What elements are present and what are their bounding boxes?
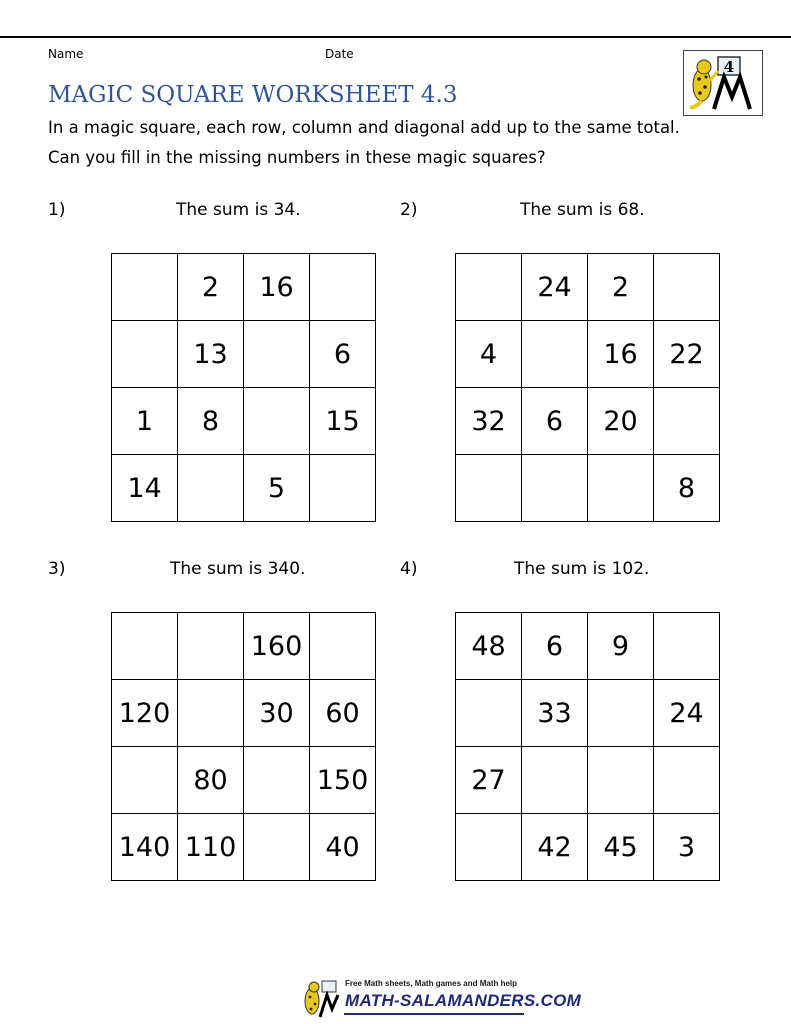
footer-underline — [344, 1013, 524, 1015]
grid-cell-blank[interactable] — [522, 455, 588, 522]
grid-cell-blank[interactable] — [456, 680, 522, 747]
grid-cell-blank[interactable] — [456, 814, 522, 881]
grid-row — [456, 455, 720, 522]
grid-cell-number: 4 — [456, 321, 522, 388]
problem-3-sum: The sum is 340. — [170, 559, 306, 579]
top-rule — [0, 36, 791, 38]
salamander-logo-icon — [684, 51, 762, 115]
grid-cell-blank[interactable] — [456, 455, 522, 522]
grid-cell-blank[interactable] — [244, 321, 310, 388]
grid-cell-number: 6 — [522, 388, 588, 455]
grid-cell-number: 2 — [178, 254, 244, 321]
grid-row — [456, 814, 720, 881]
magic-square-4 — [455, 612, 720, 881]
grid-cell-blank[interactable] — [588, 680, 654, 747]
grid-row — [112, 455, 376, 522]
grid-cell-blank[interactable] — [112, 321, 178, 388]
grid-cell-blank[interactable] — [310, 455, 376, 522]
grid-row — [456, 254, 720, 321]
grid-cell-number: 40 — [310, 814, 376, 881]
grid-cell-blank[interactable] — [178, 680, 244, 747]
grid-cell-number: 16 — [588, 321, 654, 388]
grid-cell-blank[interactable] — [456, 254, 522, 321]
grid-cell-blank[interactable] — [310, 613, 376, 680]
magic-square-3 — [111, 612, 376, 881]
grid-cell-number: 150 — [310, 747, 376, 814]
problem-2-sum: The sum is 68. — [520, 200, 645, 220]
grid-cell-number: 13 — [178, 321, 244, 388]
magic-square-1 — [111, 253, 376, 522]
logo-number: 4 — [723, 58, 735, 76]
grid-cell-number: 14 — [112, 455, 178, 522]
grid-cell-blank[interactable] — [112, 613, 178, 680]
grid-row — [456, 613, 720, 680]
grid-cell-blank[interactable] — [654, 747, 720, 814]
grid-cell-blank[interactable] — [178, 455, 244, 522]
grid-cell-number: 6 — [522, 613, 588, 680]
grid-cell-number: 24 — [522, 254, 588, 321]
grid-row — [112, 613, 376, 680]
grid-cell-number: 110 — [178, 814, 244, 881]
problem-1-number: 1) — [48, 200, 66, 220]
footer-tagline: Free Math sheets, Math games and Math help — [345, 979, 518, 988]
grid-cell-blank[interactable] — [112, 747, 178, 814]
grid-cell-number: 120 — [112, 680, 178, 747]
grid-row — [112, 814, 376, 881]
grid-cell-blank[interactable] — [588, 455, 654, 522]
grid-cell-number: 45 — [588, 814, 654, 881]
grid-cell-number: 3 — [654, 814, 720, 881]
name-label: Name — [48, 47, 84, 61]
instruction-line-2: Can you fill in the missing numbers in these magic squares? — [48, 148, 546, 167]
salamander-logo — [683, 50, 763, 116]
grid-cell-blank[interactable] — [654, 254, 720, 321]
grid-cell-number: 5 — [244, 455, 310, 522]
grid-cell-number: 6 — [310, 321, 376, 388]
magic-square-2 — [455, 253, 720, 522]
grid-cell-number: 24 — [654, 680, 720, 747]
instruction-line-1: In a magic square, each row, column and diagonal add up to the same total. — [48, 118, 680, 137]
grid-cell-number: 32 — [456, 388, 522, 455]
grid-row — [112, 680, 376, 747]
grid-cell-number: 15 — [310, 388, 376, 455]
problem-2-number: 2) — [400, 200, 418, 220]
grid-cell-blank[interactable] — [522, 747, 588, 814]
grid-cell-number: 8 — [178, 388, 244, 455]
grid-cell-number: 16 — [244, 254, 310, 321]
grid-cell-number: 33 — [522, 680, 588, 747]
grid-cell-number: 30 — [244, 680, 310, 747]
grid-cell-number: 1 — [112, 388, 178, 455]
grid-cell-number: 48 — [456, 613, 522, 680]
grid-cell-blank[interactable] — [178, 613, 244, 680]
grid-cell-blank[interactable] — [654, 388, 720, 455]
grid-row — [112, 321, 376, 388]
grid-cell-number: 140 — [112, 814, 178, 881]
grid-cell-number: 60 — [310, 680, 376, 747]
footer-site-link[interactable]: MATH-SALAMANDERS.COM — [345, 991, 582, 1010]
grid-row — [456, 747, 720, 814]
grid-cell-number: 20 — [588, 388, 654, 455]
grid-cell-blank[interactable] — [244, 747, 310, 814]
problem-4-number: 4) — [400, 559, 418, 579]
grid-row — [456, 680, 720, 747]
grid-cell-number: 22 — [654, 321, 720, 388]
worksheet-title: MAGIC SQUARE WORKSHEET 4.3 — [48, 82, 458, 108]
grid-cell-blank[interactable] — [310, 254, 376, 321]
grid-row — [112, 388, 376, 455]
grid-cell-number: 80 — [178, 747, 244, 814]
date-label: Date — [325, 47, 354, 61]
grid-cell-number: 2 — [588, 254, 654, 321]
grid-cell-number: 27 — [456, 747, 522, 814]
grid-cell-blank[interactable] — [654, 613, 720, 680]
grid-row — [456, 388, 720, 455]
problem-3-number: 3) — [48, 559, 66, 579]
grid-cell-blank[interactable] — [112, 254, 178, 321]
grid-cell-blank[interactable] — [588, 747, 654, 814]
grid-cell-blank[interactable] — [244, 814, 310, 881]
grid-cell-number: 9 — [588, 613, 654, 680]
grid-cell-number: 160 — [244, 613, 310, 680]
grid-row — [112, 254, 376, 321]
grid-cell-number: 8 — [654, 455, 720, 522]
problem-1-sum: The sum is 34. — [176, 200, 301, 220]
grid-row — [456, 321, 720, 388]
footer-salamander-icon — [298, 977, 340, 1019]
problem-4-sum: The sum is 102. — [514, 559, 650, 579]
grid-cell-blank[interactable] — [244, 388, 310, 455]
grid-row — [112, 747, 376, 814]
grid-cell-blank[interactable] — [522, 321, 588, 388]
grid-cell-number: 42 — [522, 814, 588, 881]
